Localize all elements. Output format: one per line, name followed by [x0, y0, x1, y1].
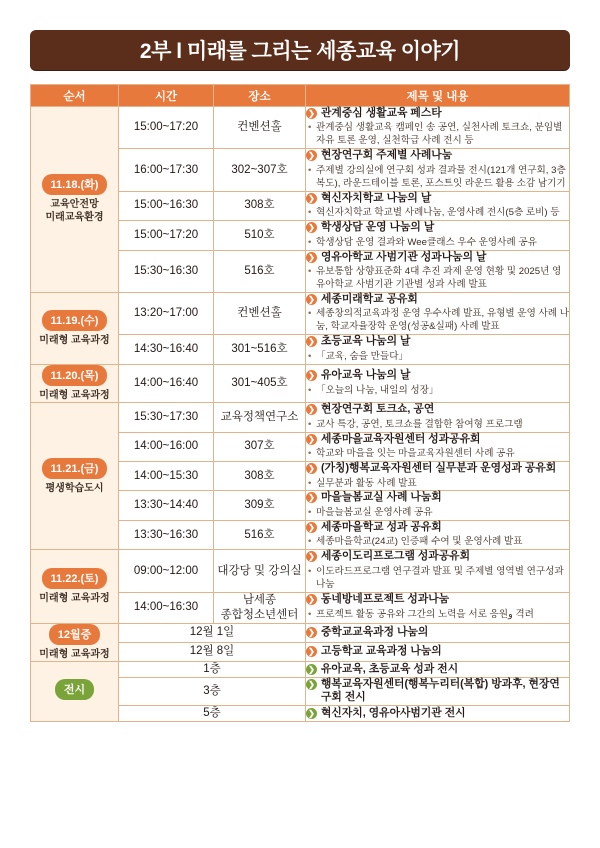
content-title-text: 유아교육, 초등교육 성과 전시: [321, 662, 459, 675]
place-line: 교육정책연구소: [220, 410, 299, 423]
time-cell: 15:00~17:20: [119, 107, 214, 149]
content-cell: [306, 550, 570, 592]
place-cell: [214, 149, 306, 191]
day-subtitle: 미래형 교육과정: [39, 648, 110, 660]
time-cell: 14:00~16:40: [119, 364, 214, 403]
day-pill: 11.19.(수): [42, 310, 108, 331]
content-title-text: 초등교육 나눔의 날: [321, 335, 411, 348]
place-cell: [214, 403, 306, 432]
content-lines: [306, 478, 569, 491]
content-title: [306, 403, 569, 416]
place-cell: [214, 364, 306, 403]
arrow-right-icon: ❯: [306, 434, 317, 445]
place-cell: [214, 335, 306, 364]
content-title: [306, 521, 569, 534]
arrow-right-icon: ❯: [306, 370, 317, 381]
place-cell: [214, 432, 306, 461]
content-title: [306, 678, 569, 705]
col-time: 시간: [119, 85, 214, 107]
place-cell: [214, 592, 306, 623]
place-line: 컨벤션홀: [237, 307, 282, 320]
content-title: [306, 433, 569, 446]
dash-marker: •: [308, 266, 312, 278]
day-subtitle: 교육안전망: [50, 199, 99, 211]
arrow-right-icon: ❯: [306, 108, 317, 119]
content-lines: [306, 419, 569, 432]
content-lines: [306, 566, 569, 592]
content-line: [306, 122, 569, 148]
content-title-text: 관계중심 생활교육 페스타: [321, 107, 442, 119]
place-line: 516호: [244, 528, 275, 541]
time-cell: 13:30~14:40: [119, 491, 214, 520]
content-line-text: 「오늘의 나눔, 내일의 성장」: [316, 384, 439, 396]
content-title-text: 현장연구회 주제별 사례나눔: [321, 149, 453, 162]
day-subtitle: 평생학습도시: [45, 482, 104, 494]
content-title-text: 영유아학교 사범기관 성과나눔의 날: [321, 250, 487, 263]
content-cell: [306, 491, 570, 520]
content-title: [306, 149, 569, 162]
place-cell: [214, 550, 306, 592]
content-line: [306, 351, 569, 364]
place-cell: 12월 8일: [119, 642, 306, 661]
content-title: [306, 663, 569, 676]
day-group-cell: [31, 292, 119, 364]
content-lines: [306, 448, 569, 461]
place-line: 510호: [244, 228, 275, 241]
place-cell: 12월 1일: [119, 623, 306, 642]
table-row: [31, 662, 570, 678]
content-title-text: 혁신자치학교 나눔의 날: [321, 191, 432, 204]
dash-marker: •: [308, 207, 312, 219]
content-line-text: 혁신자치학교 학교별 사례나눔, 운영사례 전시(5층 로비) 등: [316, 207, 560, 219]
arrow-right-icon: ❯: [306, 336, 317, 347]
day-group-cell: [31, 662, 119, 722]
content-line-text: 프로젝트 활동 공유와 그간의 노력을 서로 응원و 격려: [316, 608, 534, 620]
content-line-text: 관계중심 생활교육 캠페인 송 공연, 실천사례 토크쇼, 분임별 자유 토론 운영, 실천학급 사례 전시 등: [316, 122, 563, 147]
page-title: 2부 l 미래를 그리는 세종교육 이야기: [139, 40, 461, 63]
content-line: [306, 419, 569, 432]
content-cell: [306, 191, 570, 220]
place-cell: [214, 107, 306, 149]
arrow-right-icon: ❯: [306, 627, 317, 638]
day-pill: 12월중: [49, 624, 101, 645]
dash-marker: •: [308, 418, 312, 430]
content-title-text: 혁신자치, 영유아사범기관 전시: [321, 706, 466, 719]
content-line-text: 실무분과 활동 사례 발표: [316, 477, 417, 489]
arrow-right-icon: ❯: [306, 492, 317, 503]
arrow-right-icon: ❯: [306, 252, 317, 263]
table-header: [31, 85, 570, 107]
content-lines: [306, 165, 569, 191]
arrow-right-icon: ❯: [306, 679, 317, 690]
place-line: 307호: [244, 440, 275, 453]
col-order: 순서: [31, 85, 119, 107]
arrow-right-icon: ❯: [306, 222, 317, 233]
table-row: [31, 403, 570, 432]
dash-marker: •: [308, 236, 312, 248]
time-cell: 15:00~16:30: [119, 191, 214, 220]
place-line: 516호: [244, 264, 275, 277]
content-title: [306, 107, 569, 120]
place-line: 308호: [244, 469, 275, 482]
place-line: 302~307호: [231, 163, 288, 176]
dash-marker: •: [308, 536, 312, 548]
dash-marker: •: [308, 477, 312, 489]
table-header-row: [31, 85, 570, 107]
content-title: [306, 550, 569, 563]
content-line-text: 학교와 마을을 잇는 마을교육자원센터 사례 공유: [316, 448, 515, 460]
time-cell: 13:30~16:30: [119, 520, 214, 549]
place-cell: [214, 250, 306, 292]
content-cell: [306, 520, 570, 549]
content-line: [306, 566, 569, 592]
content-line-text: 마을늘봄교실 운영사례 공유: [316, 506, 433, 518]
arrow-right-icon: ❯: [306, 404, 317, 415]
content-title-text: 중학교교육과정 나눔의: [321, 625, 429, 638]
table-body: [31, 107, 570, 722]
dash-marker: •: [308, 122, 312, 134]
day-pill: 11.20.(목): [42, 365, 108, 386]
content-title: [306, 192, 569, 205]
place-line: 대강당 및 강의실: [217, 564, 302, 577]
arrow-right-icon: ❯: [306, 193, 317, 204]
place-cell: [214, 221, 306, 250]
content-title: [306, 645, 569, 658]
content-title-text: 세종마을교육자원센터 성과공유회: [321, 432, 481, 445]
dash-marker: •: [308, 308, 312, 320]
content-line-text: 세종마을학교(24교) 인증패 수여 및 운영사례 발표: [316, 536, 523, 548]
content-title-text: 동네방네프로젝트 성과나눔: [321, 593, 450, 606]
content-cell: [306, 705, 570, 721]
content-lines: [306, 351, 569, 364]
content-lines: [306, 122, 569, 148]
time-cell: 15:30~17:30: [119, 403, 214, 432]
content-lines: [306, 507, 569, 520]
content-title: [306, 462, 569, 475]
place-cell: [214, 491, 306, 520]
content-title: [306, 335, 569, 348]
table-row: [31, 623, 570, 642]
place-line: 종합청소년센터: [220, 608, 299, 621]
day-subtitle: 미래형 교육과정: [39, 334, 110, 346]
table-row: [31, 364, 570, 403]
content-title-text: 현장연구회 토크쇼, 공연: [321, 403, 435, 416]
day-subtitle: 미래교육환경: [45, 211, 104, 223]
content-title-text: 학생상담 운영 나눔의 날: [321, 221, 435, 234]
time-cell: 15:00~17:20: [119, 221, 214, 250]
content-line: [306, 385, 569, 398]
content-lines: [306, 207, 569, 220]
content-cell: [306, 592, 570, 623]
place-cell: 3층: [119, 677, 306, 705]
content-title-text: 고등학교 교육과정 나눔의: [321, 645, 442, 658]
col-place: 장소: [214, 85, 306, 107]
day-pill: 11.18.(화): [42, 174, 108, 195]
place-line: 301~405호: [231, 376, 288, 389]
content-title: [306, 626, 569, 639]
content-cell: [306, 250, 570, 292]
time-cell: 14:30~16:40: [119, 335, 214, 364]
content-line: [306, 609, 569, 622]
time-cell: 16:00~17:30: [119, 149, 214, 191]
arrow-right-icon: ❯: [306, 463, 317, 474]
content-line: [306, 448, 569, 461]
place-line: 309호: [244, 499, 275, 512]
time-cell: 14:00~16:00: [119, 432, 214, 461]
content-cell: [306, 335, 570, 364]
content-line: [306, 207, 569, 220]
content-cell: [306, 221, 570, 250]
dash-marker: •: [308, 350, 312, 362]
arrow-right-icon: ❯: [306, 551, 317, 562]
dash-marker: •: [308, 506, 312, 518]
content-title: [306, 251, 569, 264]
dash-marker: •: [308, 164, 312, 176]
time-cell: 14:00~15:30: [119, 462, 214, 491]
place-cell: [214, 292, 306, 334]
content-cell: [306, 623, 570, 642]
arrow-right-icon: ❯: [306, 522, 317, 533]
content-line-text: 세종창의적교육과정 운영 우수사례 발표, 유형별 운영 사례 나눔, 학교자율장학 운영(성공&실패) 사례 발표: [316, 308, 570, 333]
day-pill: 전시: [55, 679, 94, 700]
table-row: [31, 107, 570, 149]
content-title-text: 세종마을학교 성과 공유회: [321, 520, 442, 533]
content-line-text: 이도라드프로그램 연구결과 발표 및 주제별 영역별 연구성과 나눔: [316, 565, 564, 590]
content-lines: [306, 237, 569, 250]
content-cell: [306, 642, 570, 661]
day-group-cell: [31, 623, 119, 662]
content-cell: [306, 432, 570, 461]
day-group-cell: [31, 364, 119, 403]
dash-marker: •: [308, 384, 312, 396]
content-lines: [306, 609, 569, 622]
place-cell: [214, 462, 306, 491]
arrow-right-icon: ❯: [306, 664, 317, 675]
content-title: [306, 221, 569, 234]
content-line: [306, 266, 569, 292]
time-cell: 13:20~17:00: [119, 292, 214, 334]
content-line-text: 주제별 강의실에 연구회 성과 결과물 전시(121개 연구회, 3층 복도), 라운드테이블 토론, 포스트잇 라운드 활용 소감 남기기: [316, 164, 566, 189]
content-title: [306, 491, 569, 504]
content-cell: [306, 662, 570, 678]
content-lines: [306, 536, 569, 549]
content-line-text: 교사 특강, 공연, 토크쇼를 결합한 참여형 프로그램: [316, 418, 523, 430]
content-title: [306, 293, 569, 306]
content-title-text: 마을늘봄교실 사례 나눔회: [321, 491, 442, 504]
time-cell: 15:30~16:30: [119, 250, 214, 292]
content-cell: [306, 677, 570, 705]
arrow-right-icon: ❯: [306, 594, 317, 605]
place-cell: [214, 191, 306, 220]
content-lines: [306, 266, 569, 292]
day-subtitle: 미래형 교육과정: [39, 592, 110, 604]
content-line-text: 「교육, 숨을 만들다」: [316, 350, 409, 362]
day-subtitle: 미래형 교육과정: [39, 389, 110, 401]
time-cell: 09:00~12:00: [119, 550, 214, 592]
content-cell: [306, 403, 570, 432]
place-cell: [214, 520, 306, 549]
content-line: [306, 165, 569, 191]
content-lines: [306, 308, 569, 334]
content-cell: [306, 107, 570, 149]
day-group-cell: [31, 107, 119, 293]
arrow-right-icon: ❯: [306, 708, 317, 719]
time-cell: 14:00~16:30: [119, 592, 214, 623]
content-cell: [306, 462, 570, 491]
table-row: [31, 292, 570, 334]
dash-marker: •: [308, 565, 312, 577]
place-cell: 5층: [119, 705, 306, 721]
schedule-table: [30, 84, 570, 722]
table-row: [31, 550, 570, 592]
content-line: [306, 237, 569, 250]
dash-marker: •: [308, 448, 312, 460]
content-title-text: (가칭)행복교육자원센터 실무분과 운영성과 공유회: [321, 462, 557, 475]
content-title-text: 행복교육자원센터(행복누리터(복합) 방과후, 현장연구회 전시: [321, 677, 560, 704]
day-pill: 11.21.(금): [42, 458, 108, 479]
content-cell: [306, 364, 570, 403]
content-cell: [306, 292, 570, 334]
content-title-text: 세종미래학교 공유회: [321, 292, 418, 305]
arrow-right-icon: ❯: [306, 150, 317, 161]
place-cell: 1층: [119, 662, 306, 678]
arrow-right-icon: ❯: [306, 646, 317, 657]
place-line: 남세종: [242, 593, 277, 606]
content-title-text: 세종이도리프로그램 성과공유회: [321, 550, 471, 563]
content-line: [306, 308, 569, 334]
content-cell: [306, 149, 570, 191]
title-banner: [30, 30, 570, 70]
content-title: [306, 707, 569, 720]
col-content: 제목 및 내용: [306, 85, 570, 107]
day-group-cell: [31, 403, 119, 550]
content-lines: [306, 385, 569, 398]
content-line: [306, 536, 569, 549]
content-title: [306, 593, 569, 606]
place-line: 컨벤션홀: [237, 121, 282, 134]
content-title: [306, 369, 569, 382]
place-line: 308호: [244, 199, 275, 212]
content-line: [306, 507, 569, 520]
content-title-text: 유아교육 나눔의 날: [321, 369, 411, 382]
content-line-text: 학생상담 운영 결과와 Wee클래스 우수 운영사례 공유: [316, 236, 537, 248]
content-line-text: 유보통합 상향표준화 4대 추진 과제 운영 현황 및 2025년 영유아학교 사범기관 기관별 성과 사례 발표: [316, 266, 562, 290]
arrow-right-icon: ❯: [306, 294, 317, 305]
dash-marker: •: [308, 608, 312, 620]
day-group-cell: [31, 550, 119, 623]
content-line: [306, 478, 569, 491]
day-pill: 11.22.(토): [42, 568, 108, 589]
place-line: 301~516호: [231, 343, 288, 356]
